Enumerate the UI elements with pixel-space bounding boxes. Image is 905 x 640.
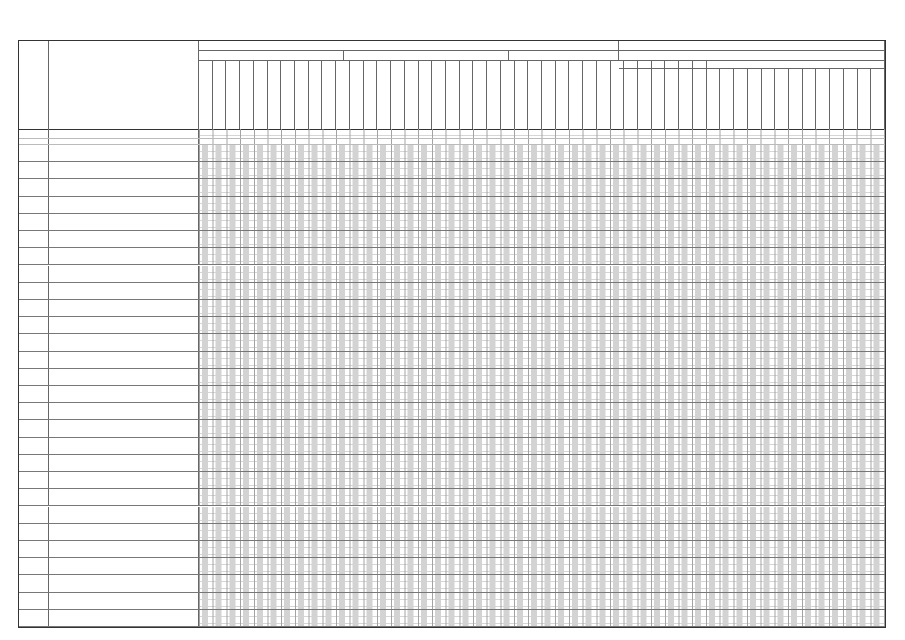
table-row <box>19 352 885 369</box>
header-id-column <box>19 41 49 129</box>
row-id <box>19 386 49 402</box>
header-column <box>707 69 721 129</box>
header-column <box>665 61 679 129</box>
row-id <box>19 129 49 138</box>
header-column <box>720 69 734 129</box>
table-row <box>19 129 885 139</box>
header-column <box>432 61 446 129</box>
table-row <box>19 317 885 334</box>
header-column <box>419 61 433 129</box>
row-id <box>19 472 49 488</box>
row-values <box>199 472 885 488</box>
row-name <box>49 593 199 609</box>
row-id <box>19 179 49 195</box>
header-column <box>405 61 419 129</box>
row-values <box>199 231 885 247</box>
row-name <box>49 507 199 523</box>
row-values <box>199 300 885 316</box>
table-header <box>19 41 885 130</box>
header-column <box>226 61 240 129</box>
header-column <box>652 61 666 129</box>
header-column <box>816 69 830 129</box>
table-row <box>19 162 885 179</box>
header-column <box>391 61 405 129</box>
header-column <box>336 61 350 129</box>
row-id <box>19 317 49 333</box>
header-column <box>295 61 309 129</box>
table-row <box>19 197 885 214</box>
table-row <box>19 386 885 403</box>
row-values <box>199 197 885 213</box>
row-values <box>199 139 885 144</box>
row-name <box>49 145 199 161</box>
table-row <box>19 472 885 489</box>
table-row <box>19 179 885 196</box>
table-row <box>19 575 885 592</box>
row-name <box>49 139 199 144</box>
row-values <box>199 438 885 454</box>
table-row <box>19 403 885 420</box>
row-id <box>19 524 49 540</box>
row-id <box>19 558 49 574</box>
header-column <box>775 69 789 129</box>
header-column <box>611 61 625 129</box>
row-name <box>49 162 199 178</box>
table-row <box>19 524 885 541</box>
header-band-3 <box>509 51 619 61</box>
row-name <box>49 266 199 282</box>
header-column <box>322 61 336 129</box>
row-values <box>199 489 885 505</box>
header-column <box>240 61 254 129</box>
header-column <box>762 69 776 129</box>
row-name <box>49 214 199 230</box>
row-values <box>199 420 885 436</box>
row-values <box>199 266 885 282</box>
table-row <box>19 231 885 248</box>
row-values <box>199 541 885 557</box>
header-column <box>679 61 693 129</box>
table-row <box>19 593 885 610</box>
table-row <box>19 266 885 283</box>
header-column <box>597 61 611 129</box>
row-name <box>49 369 199 385</box>
row-id <box>19 610 49 626</box>
row-values <box>199 507 885 523</box>
header-column <box>871 69 885 129</box>
row-name <box>49 283 199 299</box>
header-column <box>268 61 282 129</box>
row-name <box>49 610 199 626</box>
header-column <box>556 61 570 129</box>
row-values <box>199 593 885 609</box>
row-name <box>49 472 199 488</box>
row-id <box>19 145 49 161</box>
header-column <box>309 61 323 129</box>
table-row <box>19 610 885 627</box>
caption-line <box>18 22 338 30</box>
caption-line <box>18 30 338 38</box>
row-values <box>199 386 885 402</box>
table-row <box>19 507 885 524</box>
header-column <box>528 61 542 129</box>
row-id <box>19 352 49 368</box>
row-values <box>199 317 885 333</box>
caption-line <box>18 14 338 22</box>
row-name <box>49 558 199 574</box>
header-column <box>254 61 268 129</box>
row-values <box>199 455 885 471</box>
row-name <box>49 317 199 333</box>
header-column <box>693 61 707 129</box>
row-name <box>49 489 199 505</box>
row-name <box>49 197 199 213</box>
row-name <box>49 352 199 368</box>
table-row <box>19 145 885 162</box>
row-values <box>199 610 885 626</box>
row-values <box>199 352 885 368</box>
header-column <box>446 61 460 129</box>
header-band-main <box>199 41 619 51</box>
row-id <box>19 266 49 282</box>
header-column <box>473 61 487 129</box>
header-band-1 <box>199 51 344 61</box>
header-column <box>377 61 391 129</box>
row-id <box>19 231 49 247</box>
header-column <box>569 61 583 129</box>
row-id <box>19 541 49 557</box>
row-values <box>199 369 885 385</box>
table-caption <box>18 14 338 40</box>
row-id <box>19 489 49 505</box>
header-column <box>199 61 213 129</box>
row-values <box>199 403 885 419</box>
header-name-column <box>49 41 199 129</box>
header-column <box>515 61 529 129</box>
header-right-subgroup <box>619 51 885 61</box>
header-column <box>487 61 501 129</box>
table-row <box>19 214 885 231</box>
row-id <box>19 403 49 419</box>
header-column <box>789 69 803 129</box>
row-id <box>19 507 49 523</box>
table-row <box>19 334 885 351</box>
data-table <box>18 40 886 628</box>
header-column <box>542 61 556 129</box>
table-row <box>19 455 885 472</box>
row-name <box>49 438 199 454</box>
row-id <box>19 139 49 144</box>
table-row <box>19 558 885 575</box>
table-body <box>19 129 885 627</box>
header-right-group <box>619 41 885 51</box>
row-id <box>19 197 49 213</box>
row-values <box>199 179 885 195</box>
row-id <box>19 575 49 591</box>
table-row <box>19 489 885 506</box>
row-values <box>199 129 885 138</box>
header-band-2 <box>344 51 509 61</box>
header-column <box>748 69 762 129</box>
header-column <box>281 61 295 129</box>
row-name <box>49 455 199 471</box>
table-row <box>19 438 885 455</box>
row-id <box>19 248 49 264</box>
row-id <box>19 162 49 178</box>
row-id <box>19 214 49 230</box>
row-values <box>199 248 885 264</box>
row-name <box>49 575 199 591</box>
row-id <box>19 438 49 454</box>
table-row <box>19 369 885 386</box>
header-column <box>583 61 597 129</box>
row-id <box>19 300 49 316</box>
row-name <box>49 420 199 436</box>
row-id <box>19 420 49 436</box>
row-name <box>49 179 199 195</box>
header-column <box>624 61 638 129</box>
header-column <box>350 61 364 129</box>
row-name <box>49 524 199 540</box>
header-column <box>830 69 844 129</box>
table-row <box>19 420 885 437</box>
row-name <box>49 403 199 419</box>
row-name <box>49 129 199 138</box>
header-column <box>638 61 652 129</box>
header-column <box>844 69 858 129</box>
row-values <box>199 283 885 299</box>
header-column <box>734 69 748 129</box>
row-values <box>199 214 885 230</box>
row-values <box>199 334 885 350</box>
header-column <box>460 61 474 129</box>
table-row <box>19 300 885 317</box>
row-values <box>199 145 885 161</box>
row-id <box>19 369 49 385</box>
header-column <box>213 61 227 129</box>
row-values <box>199 575 885 591</box>
row-name <box>49 300 199 316</box>
row-values <box>199 558 885 574</box>
row-id <box>19 334 49 350</box>
row-id <box>19 593 49 609</box>
row-name <box>49 541 199 557</box>
header-column <box>858 69 872 129</box>
row-id <box>19 283 49 299</box>
row-values <box>199 524 885 540</box>
row-name <box>49 386 199 402</box>
row-id <box>19 455 49 471</box>
table-row <box>19 541 885 558</box>
table-row <box>19 283 885 300</box>
row-name <box>49 248 199 264</box>
row-name <box>49 231 199 247</box>
row-name <box>49 334 199 350</box>
table-row <box>19 248 885 265</box>
header-column <box>364 61 378 129</box>
header-column <box>803 69 817 129</box>
row-values <box>199 162 885 178</box>
header-column <box>501 61 515 129</box>
